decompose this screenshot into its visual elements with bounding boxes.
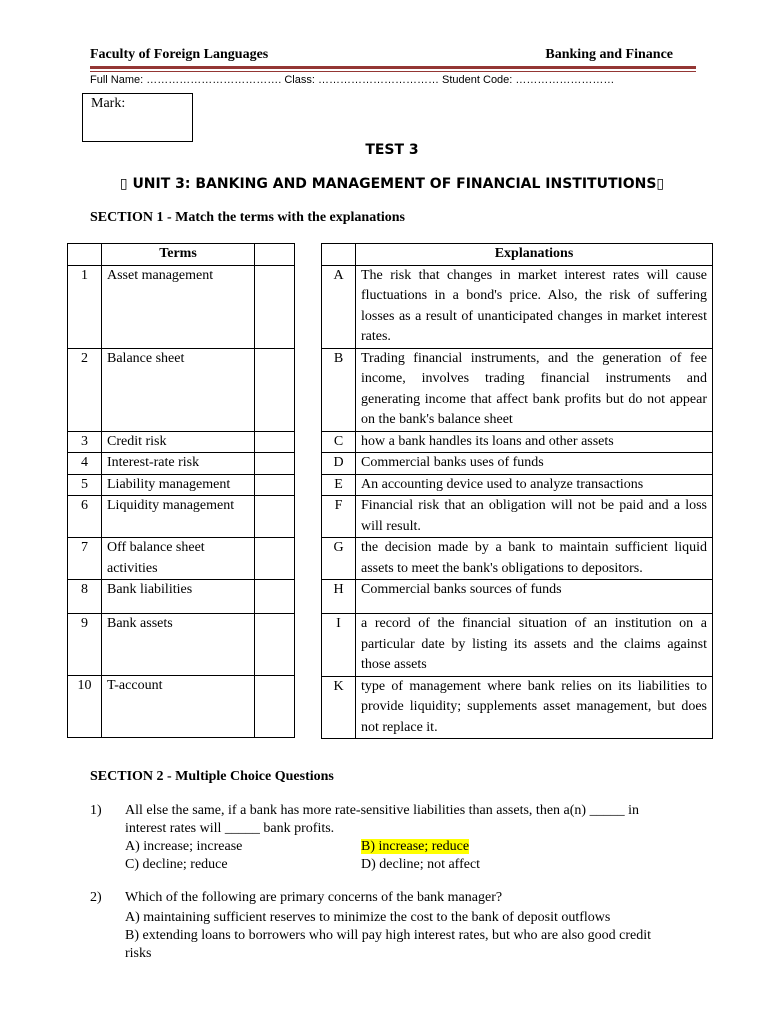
explanation-text: Commercial banks sources of funds	[356, 580, 713, 614]
term-answer-cell[interactable]	[255, 453, 295, 475]
term-row	[68, 496, 295, 538]
terms-header-num	[68, 244, 102, 266]
term-text: Liquidity management	[102, 496, 255, 538]
explanation-row	[322, 676, 713, 739]
question-1-line2: interest rates will _____ bank profits.	[125, 821, 335, 836]
explanation-text: a record of the financial situation of an institution on a particular date by listing its assets and the claims against those assets	[356, 614, 713, 677]
explanation-row	[322, 580, 713, 614]
term-answer-cell[interactable]	[255, 614, 295, 676]
terms-header-row	[68, 244, 295, 266]
explanation-row	[322, 474, 713, 496]
unit-title: ▯ UNIT 3: BANKING AND MANAGEMENT OF FINANCIAL INSTITUTIONS▯	[119, 176, 665, 192]
term-answer-cell[interactable]	[255, 496, 295, 538]
term-text: Asset management	[102, 265, 255, 348]
explanation-text: Trading financial instruments, and the generation of fee income, involves trading financial instruments and generating income that affect bank profits but do not appear on the bank's balance sheet	[356, 348, 713, 431]
term-answer-cell[interactable]	[255, 538, 295, 580]
term-number: 5	[68, 474, 102, 496]
explanation-letter: H	[322, 580, 356, 614]
term-number: 8	[68, 580, 102, 614]
term-row	[68, 474, 295, 496]
explanation-row	[322, 453, 713, 475]
term-answer-cell[interactable]	[255, 431, 295, 453]
terms-header: Terms	[102, 244, 255, 266]
question-2-option-a[interactable]: A) maintaining sufficient reserves to minimize the cost to the bank of deposit outflows	[125, 910, 611, 925]
term-answer-cell[interactable]	[255, 580, 295, 614]
term-text: Balance sheet	[102, 348, 255, 431]
explanation-text: Financial risk that an obligation will not be paid and a loss will result.	[356, 496, 713, 538]
explanation-text: how a bank handles its loans and other assets	[356, 431, 713, 453]
term-number: 6	[68, 496, 102, 538]
term-row	[68, 538, 295, 580]
term-text: Bank liabilities	[102, 580, 255, 614]
question-2-number: 2)	[90, 890, 102, 905]
term-number: 7	[68, 538, 102, 580]
term-row	[68, 348, 295, 431]
explanations-header-letter	[322, 244, 356, 266]
term-row	[68, 614, 295, 676]
question-1-number: 1)	[90, 803, 102, 818]
explanation-row	[322, 538, 713, 580]
term-number: 3	[68, 431, 102, 453]
section2-heading: SECTION 2 - Multiple Choice Questions	[90, 769, 334, 784]
term-text: Liability management	[102, 474, 255, 496]
explanation-letter: G	[322, 538, 356, 580]
mark-label: Mark:	[91, 96, 126, 111]
term-row	[68, 453, 295, 475]
question-1-option-a[interactable]: A) increase; increase	[125, 839, 243, 854]
term-row	[68, 676, 295, 738]
term-text: Off balance sheet activities	[102, 538, 255, 580]
explanation-letter: A	[322, 265, 356, 348]
explanation-letter: B	[322, 348, 356, 431]
term-row	[68, 580, 295, 614]
explanation-text: type of management where bank relies on its liabilities to provide liquidity; supplements asset management, but does not replace it.	[356, 676, 713, 739]
term-number: 9	[68, 614, 102, 676]
term-number: 2	[68, 348, 102, 431]
explanation-text: Commercial banks uses of funds	[356, 453, 713, 475]
question-2-stem: Which of the following are primary concerns of the bank manager?	[125, 890, 503, 905]
explanation-letter: E	[322, 474, 356, 496]
term-answer-cell[interactable]	[255, 474, 295, 496]
question-2-option-b-line2[interactable]: risks	[125, 946, 152, 961]
explanation-text: The risk that changes in market interest rates will cause fluctuations in a bond's price. Also, the risk of suffering losses as a result of unanticipated changes in market interest rates.	[356, 265, 713, 348]
terms-table	[67, 243, 295, 738]
explanation-letter: D	[322, 453, 356, 475]
explanation-letter: K	[322, 676, 356, 739]
explanation-letter: C	[322, 431, 356, 453]
question-1-line1: All else the same, if a bank has more rate-sensitive liabilities than assets, then a(n) _____ in	[125, 803, 639, 818]
explanation-row	[322, 431, 713, 453]
student-info-line: Full Name: ………………………………. Class: …………………………… Student Code: ………………………	[90, 74, 615, 86]
explanation-letter: I	[322, 614, 356, 677]
question-1-option-d[interactable]: D) decline; not affect	[361, 857, 481, 872]
explanation-text: the decision made by a bank to maintain sufficient liquid assets to meet the bank's obligations to depositors.	[356, 538, 713, 580]
section1-heading: SECTION 1 - Match the terms with the explanations	[90, 210, 405, 225]
term-answer-cell[interactable]	[255, 265, 295, 348]
highlighted-answer: B) increase; reduce	[361, 839, 470, 854]
term-number: 10	[68, 676, 102, 738]
explanations-header-row	[322, 244, 713, 266]
explanation-row	[322, 614, 713, 677]
question-2-option-b-line1[interactable]: B) extending loans to borrowers who will pay high interest rates, but who are also good credit	[125, 928, 652, 943]
explanation-row	[322, 348, 713, 431]
explanation-row	[322, 496, 713, 538]
term-row	[68, 431, 295, 453]
term-text: T-account	[102, 676, 255, 738]
header-rule-thick	[90, 66, 696, 69]
subject-name: Banking and Finance	[545, 47, 673, 62]
term-row	[68, 265, 295, 348]
term-answer-cell[interactable]	[255, 348, 295, 431]
term-text: Credit risk	[102, 431, 255, 453]
header-rule-thin	[90, 71, 696, 72]
term-number: 1	[68, 265, 102, 348]
test-title: TEST 3	[365, 142, 419, 158]
term-answer-cell[interactable]	[255, 676, 295, 738]
question-1-option-c[interactable]: C) decline; reduce	[125, 857, 228, 872]
explanation-row	[322, 265, 713, 348]
mark-box	[82, 93, 193, 142]
explanations-header: Explanations	[356, 244, 713, 266]
term-text: Bank assets	[102, 614, 255, 676]
explanation-letter: F	[322, 496, 356, 538]
term-text: Interest-rate risk	[102, 453, 255, 475]
terms-answer-header	[255, 244, 295, 266]
term-number: 4	[68, 453, 102, 475]
explanations-table	[321, 243, 713, 739]
faculty-name: Faculty of Foreign Languages	[90, 47, 269, 62]
explanation-text: An accounting device used to analyze transactions	[356, 474, 713, 496]
question-1-option-b[interactable]	[361, 838, 469, 856]
